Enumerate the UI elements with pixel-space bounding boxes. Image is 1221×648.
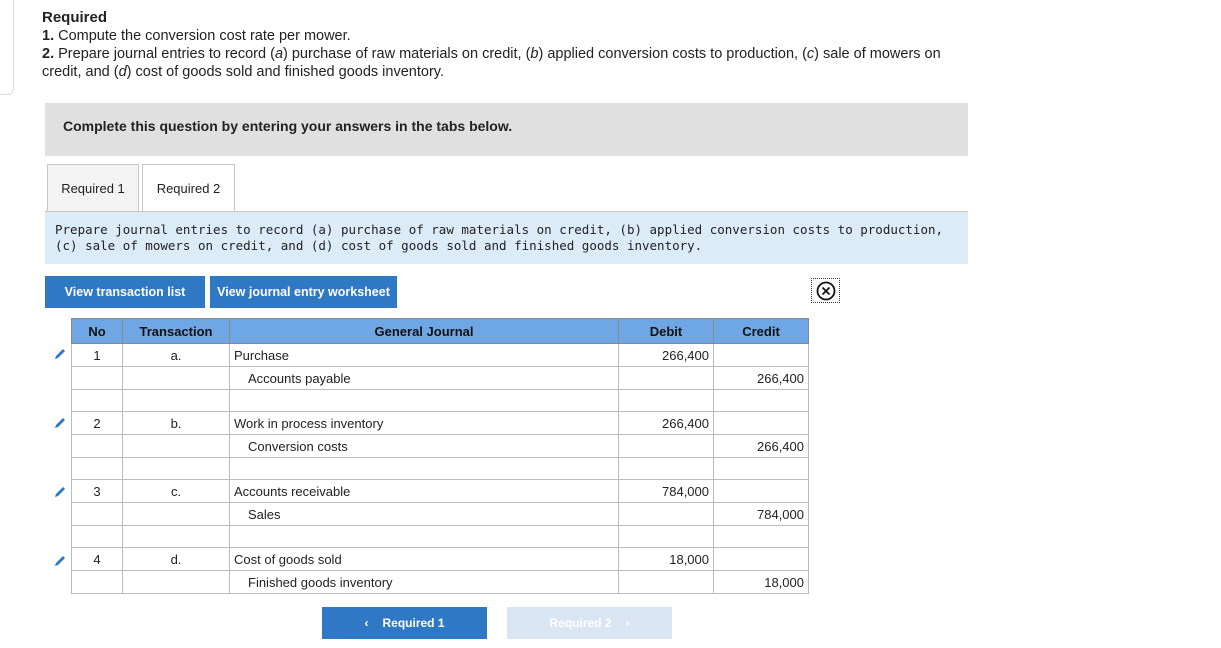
header-no: No <box>72 319 123 344</box>
entry-no: 3 <box>72 480 123 503</box>
table-row <box>72 458 809 480</box>
view-journal-entry-worksheet-button[interactable]: View journal entry worksheet <box>210 276 397 308</box>
general-journal-table <box>71 318 809 594</box>
tab-required-2[interactable]: Required 2 <box>142 164 235 212</box>
pencil-icon[interactable] <box>53 416 67 430</box>
table-row <box>72 435 809 458</box>
required-title: Required <box>42 9 108 26</box>
prev-label: Required 1 <box>382 616 445 630</box>
pencil-icon[interactable] <box>53 347 67 361</box>
pencil-icon[interactable] <box>53 485 67 499</box>
credit-account[interactable]: Conversion costs <box>230 435 619 458</box>
table-header <box>72 319 809 344</box>
debit-amount[interactable]: 18,000 <box>619 548 714 571</box>
credit-amount[interactable] <box>714 548 809 571</box>
credit-amount[interactable]: 266,400 <box>714 435 809 458</box>
left-panel-edge <box>0 0 14 95</box>
credit-amount[interactable] <box>714 480 809 503</box>
chevron-left-icon: ‹ <box>364 616 369 630</box>
next-label: Required 2 <box>549 616 612 630</box>
view-transaction-list-button[interactable]: View transaction list <box>45 276 205 308</box>
header-transaction: Transaction <box>123 319 230 344</box>
credit-account[interactable]: Accounts payable <box>230 367 619 390</box>
debit-amount[interactable]: 784,000 <box>619 480 714 503</box>
requirement-1: 1. Compute the conversion cost rate per mower. <box>42 28 351 44</box>
credit-amount[interactable]: 18,000 <box>714 571 809 594</box>
entry-transaction: c. <box>123 480 230 503</box>
debit-amount[interactable] <box>619 435 714 458</box>
debit-amount[interactable] <box>619 571 714 594</box>
entry-no: 2 <box>72 412 123 435</box>
debit-amount[interactable]: 266,400 <box>619 344 714 367</box>
pencil-icon[interactable] <box>53 554 67 568</box>
journal-instructions: Prepare journal entries to record (a) purchase of raw materials on credit, (b) applied conversion costs to production, (c) sale of mowers on credit, and (d) cost of goods sold and finished goods inventory. <box>45 212 968 264</box>
debit-amount[interactable]: 266,400 <box>619 412 714 435</box>
credit-amount[interactable] <box>714 412 809 435</box>
credit-amount[interactable]: 784,000 <box>714 503 809 526</box>
banner-text: Complete this question by entering your answers in the tabs below. <box>63 118 513 134</box>
table-row <box>72 503 809 526</box>
entry-transaction: a. <box>123 344 230 367</box>
entry-transaction: d. <box>123 548 230 571</box>
close-circle-icon <box>816 281 836 301</box>
header-general-journal: General Journal <box>230 319 619 344</box>
table-row <box>72 390 809 412</box>
table-row <box>72 571 809 594</box>
debit-amount[interactable] <box>619 503 714 526</box>
credit-account[interactable]: Sales <box>230 503 619 526</box>
debit-account[interactable]: Cost of goods sold <box>230 548 619 571</box>
debit-account[interactable]: Accounts receivable <box>230 480 619 503</box>
chevron-right-icon: › <box>625 616 630 630</box>
debit-amount[interactable] <box>619 367 714 390</box>
requirements-block <box>42 9 962 81</box>
debit-account[interactable]: Purchase <box>230 344 619 367</box>
table-row <box>72 526 809 548</box>
tab-required-1[interactable]: Required 1 <box>47 164 139 211</box>
entry-transaction: b. <box>123 412 230 435</box>
clear-entries-button[interactable] <box>811 278 840 303</box>
requirement-2: 2. Prepare journal entries to record (a) purchase of raw materials on credit, (b) applied conversion costs to production, (c) sale of mowers on credit, and (d) cost of goods sold and finished goods inventory. <box>42 46 941 80</box>
credit-amount[interactable] <box>714 344 809 367</box>
instruction-banner <box>45 103 968 156</box>
table-row <box>72 548 809 571</box>
credit-account[interactable]: Finished goods inventory <box>230 571 619 594</box>
table-row <box>72 480 809 503</box>
header-debit: Debit <box>619 319 714 344</box>
table-row <box>72 412 809 435</box>
prev-required-1-button[interactable] <box>322 607 487 639</box>
credit-amount[interactable]: 266,400 <box>714 367 809 390</box>
debit-account[interactable]: Work in process inventory <box>230 412 619 435</box>
table-row <box>72 367 809 390</box>
table-row <box>72 344 809 367</box>
header-credit: Credit <box>714 319 809 344</box>
entry-no: 4 <box>72 548 123 571</box>
entry-no: 1 <box>72 344 123 367</box>
next-required-2-button <box>507 607 672 639</box>
